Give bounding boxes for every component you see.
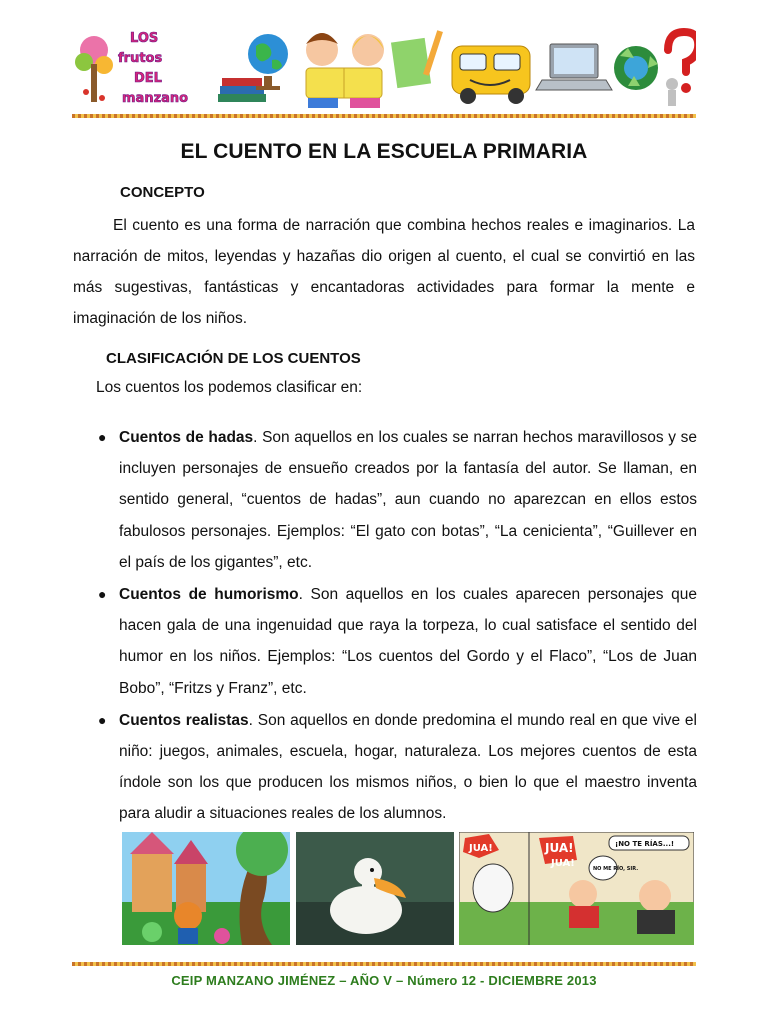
classification-heading: CLASIFICACIÓN DE LOS CUENTOS — [106, 350, 361, 367]
comic-bubble: ¡NO TE RÍAS...! — [615, 840, 675, 848]
concept-heading: CONCEPTO — [120, 184, 205, 201]
list-item — [98, 579, 697, 704]
footer-text: CEIP MANZANO JIMÉNEZ – AÑO V – Número 12 - DICIEMBRE 2013 — [171, 973, 597, 988]
laptop-icon — [536, 44, 612, 90]
item-text: . Son aquellos en los cuales se narran hechos maravillosos y se incluyen personajes de ensueño creados por la fantasía del autor. Se llaman, en sentido general, “cuentos de hadas”, aun cuando no aparezcan en ellos estos fabulosos personajes. Ejemplos: “El gato con botas”, “La cenicienta”, “Guillever en el país de los gigantes”, etc. — [119, 429, 697, 571]
children-reading-icon — [306, 33, 384, 108]
bullet-icon: ● — [98, 711, 107, 728]
footer-divider — [72, 962, 696, 966]
item-text: . Son aquellos en donde predomina el mundo real en que vive el niño: juegos, animales, escuela, hogar, naturaleza. Los mejores cuentos de esta índole son los que producen los mismos niños, o bien lo que el maestro inventa para aludir a situaciones reales de los alumnos. — [119, 711, 697, 823]
logo-tree-icon — [75, 36, 113, 102]
fairy-tale-illustration — [122, 832, 290, 945]
header-divider — [72, 114, 696, 118]
header-illustration — [72, 20, 696, 112]
item-term: Cuentos realistas — [119, 711, 249, 729]
comic-illustration — [459, 832, 694, 945]
logo-line-3: DEL — [134, 71, 162, 86]
list-item — [98, 422, 697, 578]
logo-line-4: manzano — [122, 91, 189, 106]
item-text: . Son aquellos en los cuales aparecen personajes que hacen gala de una ingenuidad que raya la torpeza, lo cual satisface el sentido del humor en los niños. Ejemplos: “Los cuentos del Gordo y el Flaco”, “Los de Juan Bobo”, “Fritzs y Franz”, etc. — [119, 586, 697, 697]
header-banner — [72, 20, 696, 112]
bullet-icon: ● — [98, 586, 107, 603]
concept-paragraph: El cuento es una forma de narración que combina hechos reales e imaginarios. La narración de mitos, leyendas y hazañas dio origen al cuento, el cual se convirtió en las más sugestivas, fantásticas y encantadoras actividades para formar la mente e imaginación de los niños. — [73, 217, 695, 327]
page-title: EL CUENTO EN LA ESCUELA PRIMARIA — [180, 140, 588, 163]
paper-pencil-icon — [391, 30, 443, 88]
item-term: Cuentos de hadas — [119, 429, 254, 446]
school-bus-icon — [452, 46, 530, 104]
logo-line-1: LOS — [130, 31, 159, 46]
recycle-icon — [614, 46, 658, 90]
classification-list — [98, 422, 697, 831]
logo-line-2: frutos — [118, 51, 163, 66]
classification-intro: Los cuentos los podemos clasificar en: — [96, 379, 363, 396]
question-mark-icon — [666, 32, 696, 106]
comic-shout-2: JUA! — [545, 841, 574, 855]
bullet-icon: ● — [98, 429, 107, 445]
list-item — [98, 705, 697, 830]
comic-shout-3: JUA! — [551, 858, 575, 869]
comic-bubble-2: NO ME RÍO, SIR. — [593, 866, 639, 872]
item-term: Cuentos de humorismo — [119, 586, 299, 604]
duck-illustration — [296, 832, 454, 945]
comic-shout-1: JUA! — [469, 843, 493, 854]
